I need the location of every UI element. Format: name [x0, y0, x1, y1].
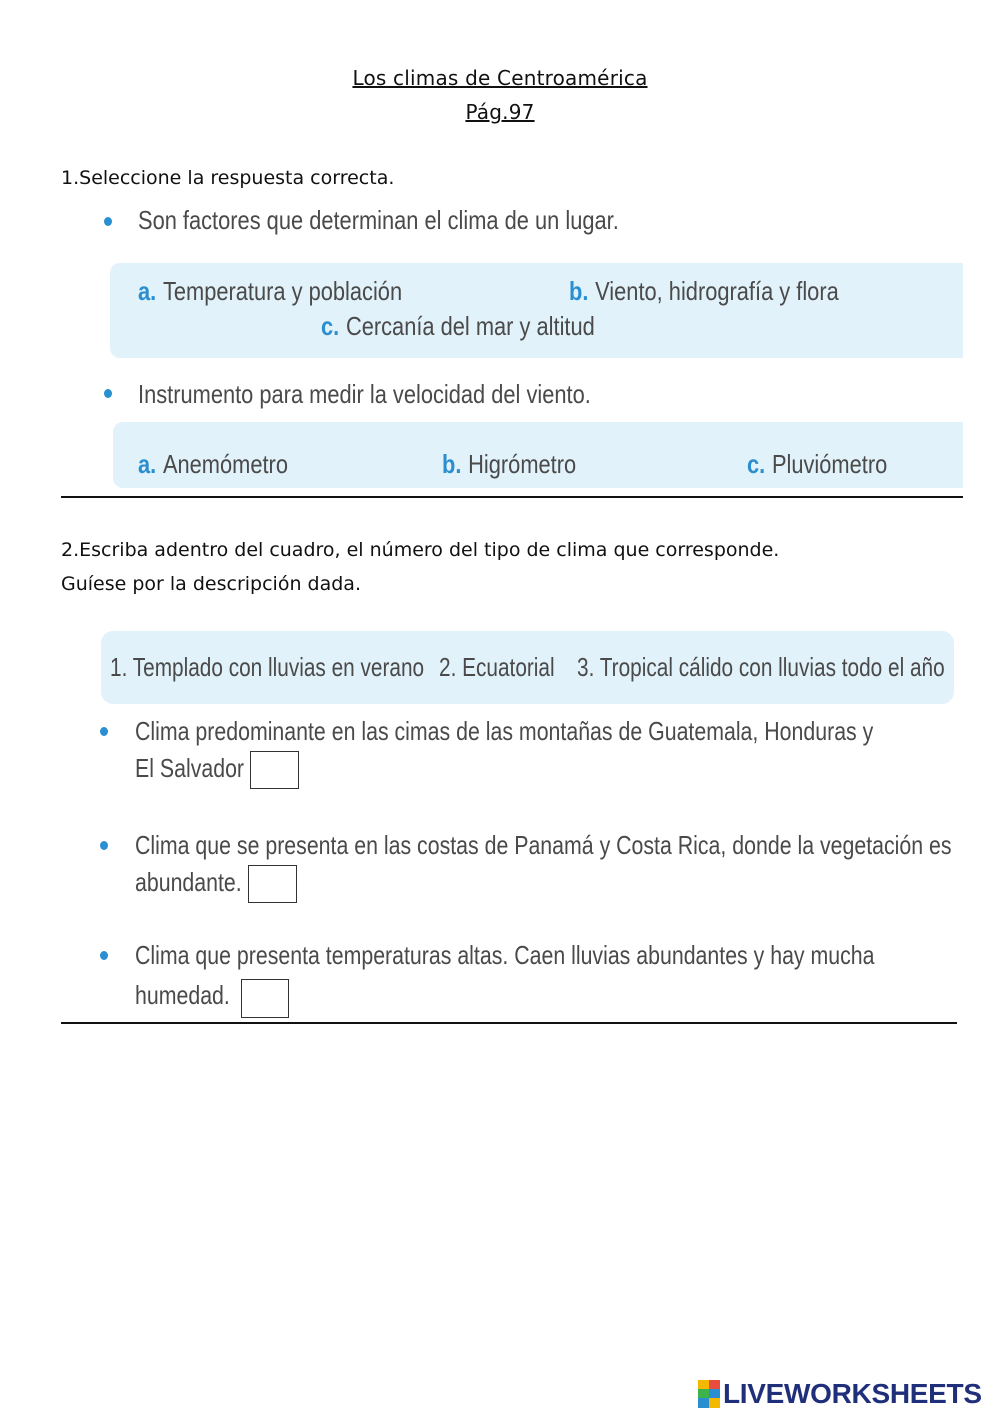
q1-option-a[interactable]: [138, 276, 402, 307]
item-3-line2: humedad.: [135, 980, 230, 1010]
option-letter: b.: [569, 276, 589, 306]
section2-instruction-line1: 2.Escriba adentro del cuadro, el número del tipo de clima que corresponde.: [61, 539, 780, 561]
logo-text: LIVEWORKSHEETS: [723, 1378, 982, 1409]
section-divider: [61, 496, 963, 498]
q1-option-b[interactable]: [569, 276, 839, 307]
option-text: Cercanía del mar y altitud: [345, 311, 595, 341]
option-letter: a.: [138, 276, 157, 306]
bullet-icon: [100, 727, 108, 736]
item-2-line1: Clima que se presenta en las costas de Panamá y Costa Rica, donde la vegetación es: [135, 830, 952, 860]
item-1-line2: El Salvador: [135, 753, 245, 783]
bullet-icon: [104, 217, 112, 226]
option-letter: c.: [747, 449, 766, 479]
q2-option-b[interactable]: [442, 449, 576, 480]
option-letter: b.: [442, 449, 462, 479]
option-text: Temperatura y población: [162, 276, 403, 306]
logo-blocks-icon: [698, 1380, 720, 1408]
q1-option-c[interactable]: [321, 311, 595, 342]
page-reference: Pág.97: [465, 100, 535, 124]
option-text: Anemómetro: [162, 449, 288, 479]
section-divider: [61, 1022, 957, 1024]
q2-option-a[interactable]: [138, 449, 288, 480]
question-2-text: Instrumento para medir la velocidad del viento.: [138, 379, 591, 409]
bullet-icon: [104, 389, 112, 398]
option-text: Higrómetro: [468, 449, 577, 479]
option-letter: a.: [138, 449, 157, 479]
liveworksheets-logo: [698, 1378, 982, 1410]
option-letter: c.: [321, 311, 340, 341]
question-1-text: Son factores que determinan el clima de un lugar.: [138, 205, 619, 235]
option-text: Pluviómetro: [771, 449, 888, 479]
bullet-icon: [100, 841, 108, 850]
climate-type-1: 1. Templado con lluvias en verano: [110, 652, 425, 682]
worksheet-title: Los climas de Centroamérica: [352, 66, 648, 90]
answer-box-1[interactable]: [250, 751, 299, 789]
answer-box-2[interactable]: [248, 865, 297, 903]
climate-type-3: 3. Tropical cálido con lluvias todo el año: [577, 652, 945, 682]
option-text: Viento, hidrografía y flora: [595, 276, 839, 306]
item-1-line1: Clima predominante en las cimas de las montañas de Guatemala, Honduras y: [135, 716, 874, 746]
bullet-icon: [100, 951, 108, 960]
item-3-line1: Clima que presenta temperaturas altas. Caen lluvias abundantes y hay mucha: [135, 940, 875, 970]
answer-box-3[interactable]: [241, 979, 289, 1018]
section1-instruction: 1.Seleccione la respuesta correcta.: [61, 167, 395, 189]
section2-instruction-line2: Guíese por la descripción dada.: [61, 573, 361, 595]
climate-type-2: 2. Ecuatorial: [439, 652, 555, 682]
item-2-line2: abundante.: [135, 867, 242, 897]
q2-option-c[interactable]: [747, 449, 887, 480]
